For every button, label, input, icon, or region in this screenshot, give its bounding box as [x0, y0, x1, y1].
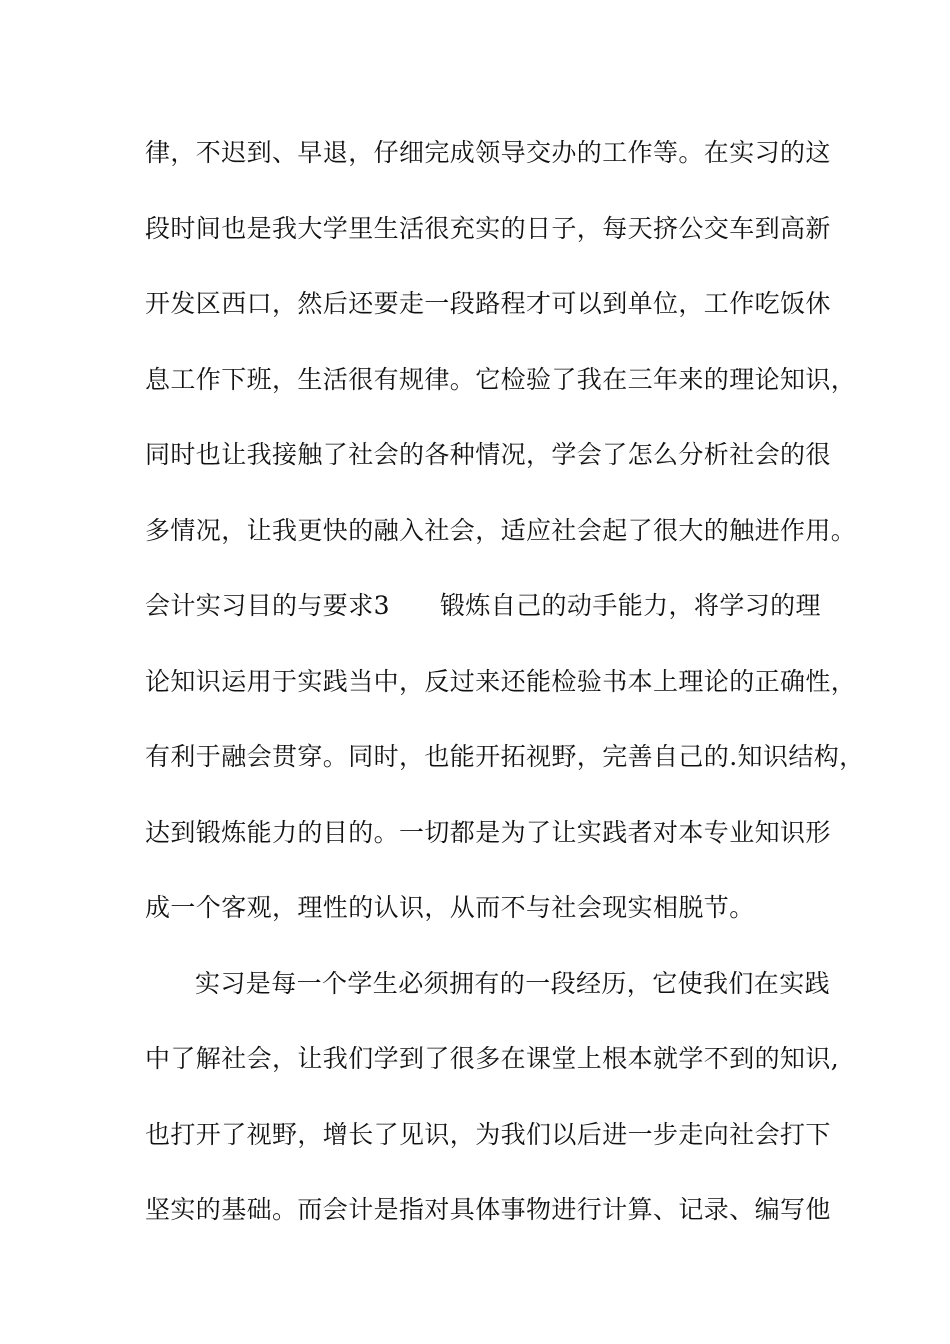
paragraph [145, 581, 865, 959]
document-body [145, 128, 865, 1261]
text-line: 多情况，让我更快的融入社会，适应社会起了很大的触进作用。 [145, 515, 857, 545]
text-line: 也打开了视野，增长了见识，为我们以后进一步走向社会打下 [145, 1119, 831, 1149]
text-line: 达到锻炼能力的目的。一切都是为了让实践者对本专业知识形 [145, 817, 831, 847]
text-line: 成一个客观，理性的认识，从而不与社会现实相脱节。 [145, 893, 755, 922]
text-span: 锻炼自己的动手能力，将学习的理 [439, 591, 821, 620]
paragraph [145, 959, 840, 1261]
text-line: 息工作下班，生活很有规律。它检验了我在三年来的理论知识， [145, 364, 857, 394]
text-line: 论知识运用于实践当中，反过来还能检验书本上理论的正确性， [145, 666, 857, 696]
text-line: 中了解社会，让我们学到了很多在课堂上根本就学不到的知识, [145, 1044, 840, 1073]
text-line: 有利于融会贯穿。同时，也能开拓视野，完善自己的.知识结构， [145, 742, 865, 771]
text-line: 开发区西口，然后还要走一段路程才可以到单位，工作吃饭休 [145, 289, 831, 318]
paragraph [145, 128, 857, 581]
text-line: 律，不迟到、早退，仔细完成领导交办的工作等。在实习的这 [145, 138, 831, 167]
text-line: 实习是每一个学生必须拥有的一段经历，它使我们在实践 [195, 968, 831, 998]
text-line: 同时也让我接触了社会的各种情况，学会了怎么分析社会的很 [145, 440, 831, 469]
text-line: 段时间也是我大学里生活很充实的日子，每天挤公交车到高新 [145, 213, 831, 243]
section-heading: 会计实习目的与要求3 [145, 591, 390, 620]
text-line: 坚实的基础。而会计是指对具体事物进行计算、记录、编写他 [145, 1195, 831, 1224]
text-line [145, 581, 825, 657]
